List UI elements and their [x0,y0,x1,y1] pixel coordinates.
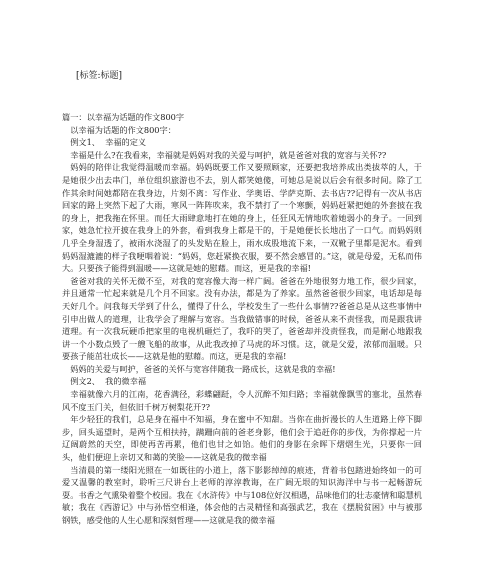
tag-line: [标签:标题] [76,71,123,81]
example-heading-2: 例文2、 我的微幸福 [70,376,147,387]
example-heading-1: 例文1、 幸福的定义 [70,137,147,148]
body-paragraph: 爸爸对我的关怀无微不至，对我的宽容像大海一样广阔。爸爸在外地很努力地工作，很少回家，并且通常一忙起来就是几个月不回家。没有办法，都是为了养家。虽然爸爸很少回家，电话却是每天好几个。问我每天学到了什么，懂得了什么，学校发生了一些什么事情??爸爸总是从这些事情中引申出做人的道理，让我学会了理解与宽容。当我做错事的时候，爸爸从来不责怪我，而是跟我讲道理。有一次我玩硬币把家里的电视机砸烂了，我吓的哭了，爸爸却并没责怪我，而是耐心地跟我讲一个小数点毁了一艘飞船的故事，从此我改掉了马虎的坏习惯。这，就是父爱，浓郁而温暖。只要孩子能茁壮成长——这就是他的慰藉。而这，更是我的幸福! [62,275,422,362]
body-paragraph: 当清晨的第一缕阳光照在一如既往的小道上，落下影影绰绰的痕迹，背着书包踏进始终如一的可爱又温馨的教室时，聆听三尺讲台上老师的淳淳教诲，在广阔无垠的知识海洋中与书一起畅游玩耍。书香之气熏染着整个校园。我在《水浒传》中与108位好汉相遇，品味他们的壮志豪情和聪慧机敏；我在《西游记》中与孙悟空相逢，体会他的古灵精怪和高强武艺，我在《摆脱贫困》中与被那钢铁，感受他的人生心愿和深刻哲理——这就是我的微幸福 [62,464,422,525]
body-paragraph: 幸福是什么?在我看来，幸福就是妈妈对我的关爱与呵护，就是爸爸对我的宽容与关怀?? [70,149,387,160]
body-paragraph: 妈妈的陪伴让我觉得温暖而幸福。妈妈既要工作又要照顾家，还要把我培养成出类拔萃的人，于是她很少出去串门，单位组织旅游也不去，别人都笑她傻，可她总是说以后会有很多时间。除了工作其余时间她都陪在我身边，片刻不离：写作业、学奥语、学萨克斯、去书店??记得有一次从书店回家的路上突然下起了大雨，寒风一阵阵吹来，我不禁打了一个寒颤，妈妈赶紧把她的外套披在我的身上，把我拖在怀里。而任大雨肆意地打在她的身上，任狂风无情地吹着她弱小的身子。一回到家，她急忙拉开披在我身上的外套，看到我身上都是干的，于是她便长长地出了一口气。而妈妈则几乎全身湿透了，被雨水浇湿了的头发贴在脸上，雨水成股地流下来，一双靴子里都是泥水。看到妈妈湿漉漉的样子我哽咽着说：“妈妈，您赶紧换衣服，要不然会感冒的。”这，就是母爱，无私而伟大。只要孩子能得到温暖——这就是她的慰藉。而这，更是我的幸福! [62,162,422,274]
body-paragraph: 妈妈的关爱与呵护，爸爸的关怀与宽容伴随我一路成长，这就是我的幸福! [70,363,336,374]
section-heading: 篇一：以幸福为话题的作文800字 [62,112,185,122]
document-body [62,111,422,527]
subtitle-line: 以幸福为话题的作文800字： [70,124,176,135]
body-paragraph: 幸福就像六月的江南，花香满径，彩蝶翩跹，令人沉醉不知归路；幸福就像飘雪的塞北，虽然春风不度玉门关，但依旧千树万树梨花开?? [62,389,422,412]
body-paragraph: 年少轻狂的我们，总是身在福中不知福，身在蜜中不知甜。当你在曲折漫长的人生道路上停下脚步，回头遥望时，是两个互相扶持，蹒跚向前的爸老身影，他们会于追赶你的步伐，为你撑起一片辽阔蔚然的天空，即使再苦再累，他们也甘之如饴。他们的身影在余晖下熠熠生光，只要你一回头，他们便迎上亲切又和蔼的笑脸——这就是我的微幸福 [62,414,422,463]
